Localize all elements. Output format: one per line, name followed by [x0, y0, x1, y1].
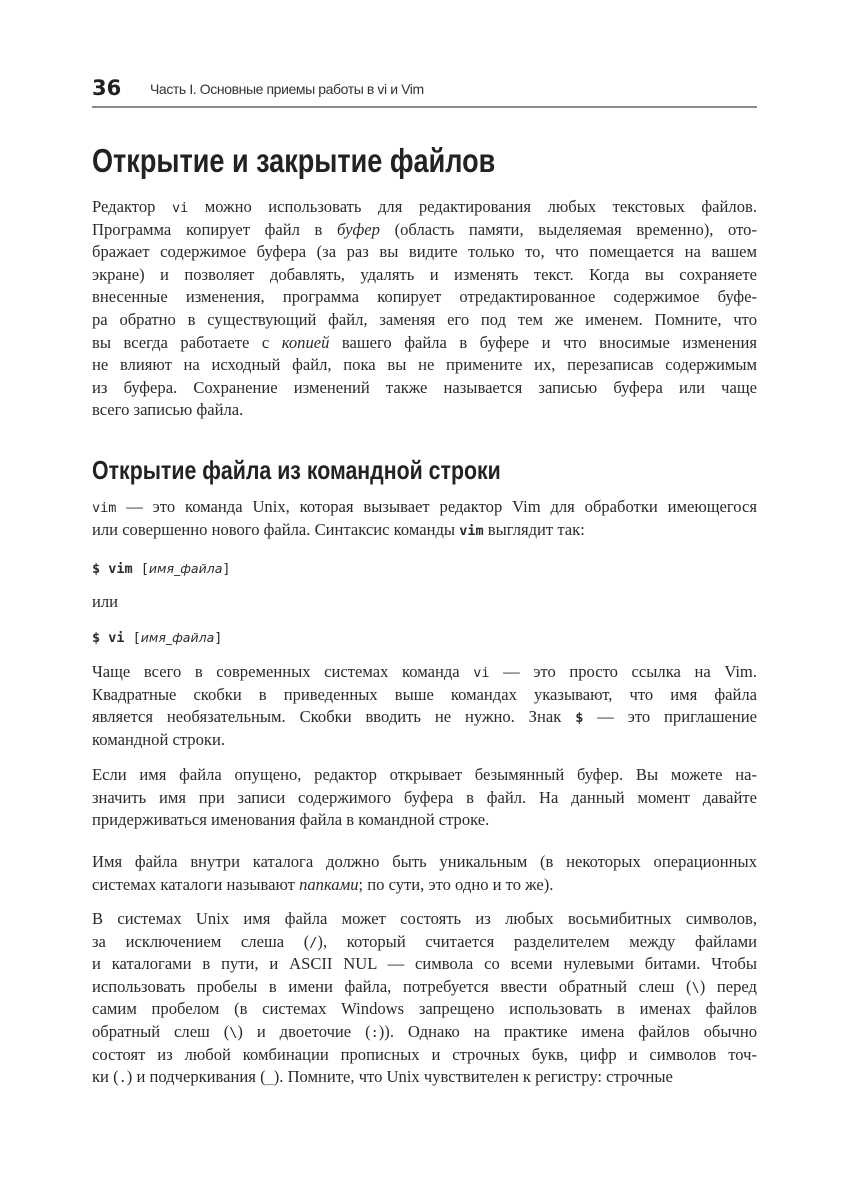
text-line — [92, 851, 757, 874]
text-run: придерживаться именования файла в командной строке. — [92, 810, 490, 830]
text-line — [92, 219, 757, 242]
text-line — [92, 1044, 757, 1067]
text-run: — это просто ссылка на Vim. — [489, 662, 757, 681]
text-line — [92, 591, 757, 614]
text-line — [92, 496, 757, 519]
text-run: ). Помните, что Unix чувствителен к регистру: строчные — [273, 1067, 673, 1087]
emphasis: копией — [281, 332, 330, 352]
emphasis: буфер — [337, 219, 380, 239]
inline-code: [ — [124, 630, 141, 646]
text-run: системах каталоги называют — [92, 874, 300, 894]
emphasis: имя_файла — [148, 561, 223, 576]
text-run: )). Однако на практике имена файлов обычно — [378, 1021, 757, 1041]
text-line — [92, 874, 757, 897]
paragraph — [92, 764, 757, 832]
text-run: ра обратно в существующий файл, заменяя его под тем же именем. Помните, что — [92, 309, 757, 329]
text-line — [92, 557, 757, 580]
inline-code: \ — [229, 1024, 238, 1041]
emphasis: папками — [299, 874, 359, 894]
text-line — [92, 953, 757, 976]
text-run: Программа копирует файл в — [92, 219, 338, 239]
text-run: Имя файла внутри каталога должно быть уникальным (в некоторых операционных — [92, 852, 757, 871]
text-run: за исключением слеша ( — [92, 931, 310, 951]
text-run: — это приглашение — [583, 707, 757, 727]
text-run: командной строки. — [92, 729, 225, 749]
text-run: использовать пробелы в имени файла, потребуется ввести обратный слеш ( — [92, 976, 692, 996]
text-line — [92, 1066, 757, 1089]
text-run: и каталогами в пути, и ASCII NUL — символа со всеми нулевыми битами. Чтобы — [92, 954, 757, 974]
text-line — [92, 729, 757, 752]
text-line — [92, 976, 757, 999]
paragraph — [92, 908, 757, 1089]
inline-code: [ — [132, 561, 149, 577]
text-line — [92, 998, 757, 1021]
inline-code: ] — [222, 561, 231, 577]
text-run: состоят из любой комбинации прописных и строчных букв, цифр и символов точ- — [92, 1044, 757, 1064]
text-run: Если имя файла опущено, редактор открывает безымянный буфер. Вы можете на- — [92, 765, 757, 784]
subsection-heading: Открытие файла из командной строки — [92, 455, 501, 485]
running-title: Часть I. Основные приемы работы в vi и Vim — [150, 81, 424, 97]
text-run: выглядит так: — [483, 519, 585, 539]
text-run: или совершенно нового файла. Синтаксис команды — [92, 519, 460, 539]
text-run: ки ( — [92, 1067, 119, 1087]
code-example — [92, 557, 757, 580]
text-run: В системах Unix имя файла может состоять из любых восьмибитных символов, — [92, 909, 757, 928]
text-run: экране) и позволяет добавлять, удалять и изменять текст. Когда вы сохраняете — [92, 264, 757, 284]
text-line — [92, 399, 757, 422]
text-run: Редактор — [92, 197, 172, 216]
text-line — [92, 286, 757, 309]
text-run: — это команда Unix, которая вызывает редактор Vim для обработки имеющегося — [116, 497, 757, 516]
text-run: из буфера. Сохранение изменений также называется записью буфера или чаще — [92, 377, 757, 397]
text-run: вы всегда работаете с — [92, 332, 282, 352]
inline-code: \ — [691, 979, 700, 996]
inline-code: vim — [92, 500, 117, 516]
text-run: ; по сути, это одно и то же). — [358, 874, 554, 894]
paragraph — [92, 591, 757, 614]
text-line — [92, 787, 757, 810]
inline-code: / — [309, 934, 318, 951]
text-line — [92, 931, 757, 954]
text-line — [92, 377, 757, 400]
text-run: ) и подчеркивания ( — [126, 1067, 266, 1087]
text-run: значить имя при записи содержимого буфера в файл. На данный момент давайте — [92, 787, 757, 807]
text-run: внесенные изменения, программа копирует отредактированное содержимое буфе- — [92, 287, 757, 307]
inline-code: vi — [171, 200, 189, 216]
section-heading: Открытие и закрытие файлов — [92, 142, 496, 179]
inline-code: vim — [459, 522, 484, 539]
text-line — [92, 809, 757, 832]
inline-code: vi — [473, 665, 490, 681]
text-run: ), который считается разделителем между файлами — [317, 931, 757, 951]
text-line — [92, 309, 757, 332]
text-run: ) перед — [699, 976, 757, 996]
text-run: всего записью файла. — [92, 400, 244, 420]
inline-code: . — [118, 1070, 127, 1087]
text-run: вашего файла в буфере и что вносимые изменения — [329, 332, 757, 352]
text-run: самим пробелом (в системах Windows запрещено использовать в именах файлов — [92, 999, 757, 1019]
inline-code: $ vim — [92, 561, 133, 577]
code-example — [92, 626, 757, 649]
inline-code: ] — [214, 630, 223, 646]
text-line — [92, 661, 757, 684]
text-line — [92, 706, 757, 729]
inline-code: : — [370, 1024, 379, 1041]
text-line — [92, 519, 757, 542]
text-line — [92, 354, 757, 377]
text-run: ) и двоеточие ( — [237, 1021, 371, 1041]
text-run: или — [92, 592, 119, 611]
text-run: (область памяти, выделяемая временно), ото- — [379, 219, 757, 239]
text-line — [92, 196, 757, 219]
text-run: не влияют на исходный файл, пока вы не примените их, перезаписав содержимым — [92, 355, 757, 375]
running-header — [92, 76, 757, 108]
text-run: обратный слеш ( — [92, 1021, 230, 1041]
paragraph — [92, 496, 757, 541]
text-line — [92, 626, 757, 649]
paragraph — [92, 196, 757, 422]
emphasis: имя_файла — [140, 630, 215, 645]
text-run: Квадратные скобки в приведенных выше командах указывают, что имя файла — [92, 684, 757, 704]
paragraph — [92, 851, 757, 896]
text-line — [92, 764, 757, 787]
paragraph — [92, 661, 757, 751]
inline-code: $ vi — [92, 630, 125, 646]
text-line — [92, 332, 757, 355]
text-run: Чаще всего в современных системах команда — [92, 662, 474, 681]
text-line — [92, 264, 757, 287]
page-number: 36 — [92, 76, 122, 100]
inline-code: $ — [575, 710, 584, 727]
text-line — [92, 684, 757, 707]
text-run: является необязательным. Скобки вводить не нужно. Знак — [92, 707, 576, 727]
text-run: бражает содержимое буфера (за раз вы видите только то, что помещается на вашем — [92, 242, 757, 262]
inline-code: _ — [265, 1070, 274, 1087]
text-line — [92, 241, 757, 264]
text-run: можно использовать для редактирования любых текстовых файлов. — [188, 197, 757, 216]
text-line — [92, 908, 757, 931]
text-line — [92, 1021, 757, 1044]
